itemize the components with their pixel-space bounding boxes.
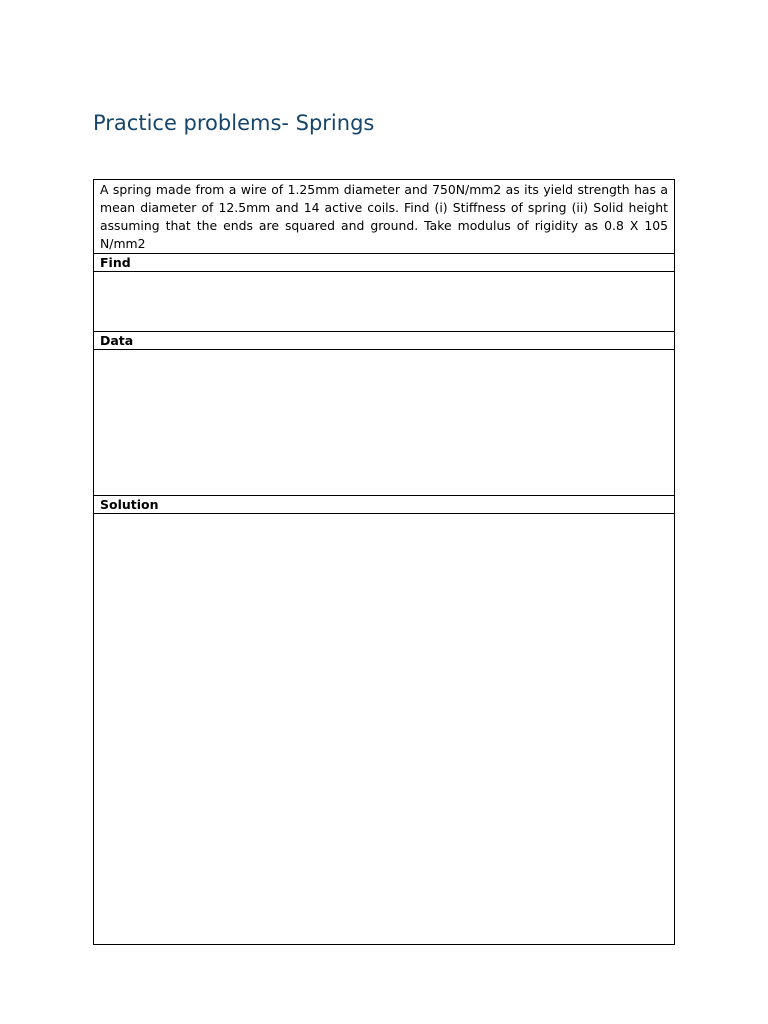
find-section-label: Find	[94, 254, 675, 272]
page-title: Practice problems- Springs	[93, 111, 375, 135]
data-answer-area[interactable]	[94, 350, 675, 496]
data-answer-row	[94, 350, 675, 496]
worksheet-table	[93, 179, 675, 945]
solution-section-label: Solution	[94, 496, 675, 514]
find-answer-row	[94, 272, 675, 332]
problem-statement: A spring made from a wire of 1.25mm diameter and 750N/mm2 as its yield strength has a mean diameter of 12.5mm and 14 active coils. Find (i) Stiffness of spring (ii) Solid height assuming that the ends are squared and ground. Take modulus of rigidity as 0.8 X 105 N/mm2	[94, 180, 675, 254]
find-header-row	[94, 254, 675, 272]
solution-answer-area[interactable]	[94, 514, 675, 945]
solution-header-row	[94, 496, 675, 514]
find-answer-area[interactable]	[94, 272, 675, 332]
solution-answer-row	[94, 514, 675, 945]
data-section-label: Data	[94, 332, 675, 350]
data-header-row	[94, 332, 675, 350]
problem-row	[94, 180, 675, 254]
